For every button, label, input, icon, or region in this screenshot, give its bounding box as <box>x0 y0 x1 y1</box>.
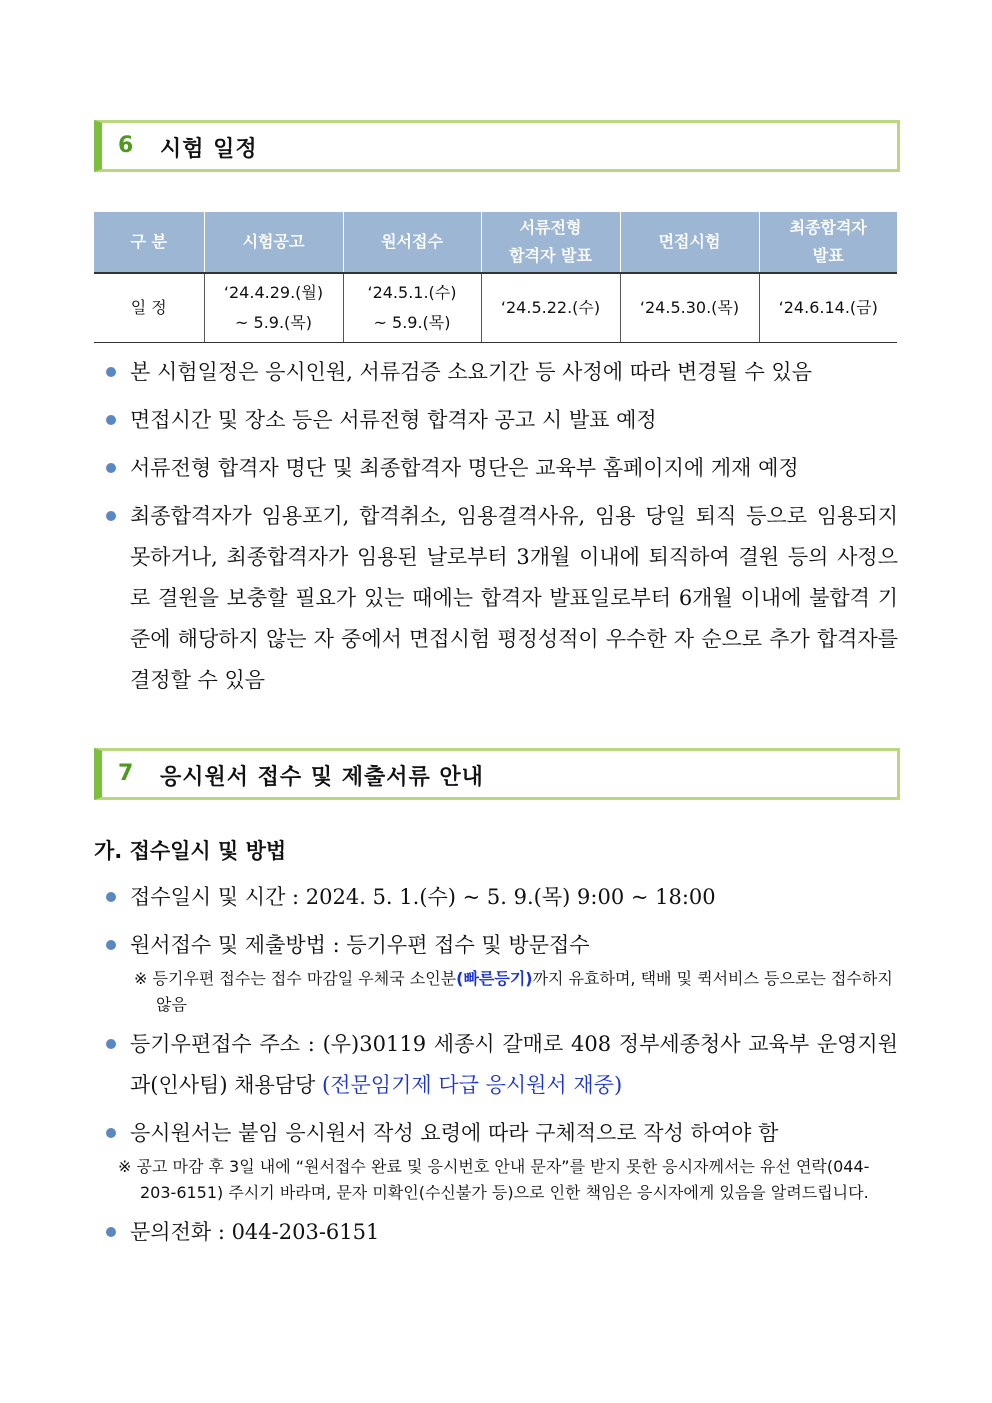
bullet-icon <box>106 415 116 425</box>
section-7-details <box>104 877 898 1260</box>
table-cell: ‘24.5.22.(수) <box>481 273 620 343</box>
section-number: 6 <box>118 133 134 158</box>
table-cell: ‘24.4.29.(월) ~ 5.9.(목) <box>204 273 343 343</box>
list-item-text: 등기우편접수 주소 : (우)30119 세종시 갈매로 408 정부세종청사 교육부 운영지원과(인사팀) 채용담당 <box>130 1032 898 1097</box>
subsection-title: 가. 접수일시 및 방법 <box>94 839 287 863</box>
header-cell: 시험공고 <box>204 212 343 273</box>
table-header-row <box>94 212 897 273</box>
section-6-notes <box>104 352 898 708</box>
header-cell: 구 분 <box>94 212 204 273</box>
header-cell: 면접시험 <box>620 212 759 273</box>
table-cell: ‘24.5.1.(수) ~ 5.9.(목) <box>343 273 481 343</box>
bullet-icon <box>106 511 116 521</box>
section-7-header <box>94 748 900 800</box>
bullet-icon <box>106 1128 116 1138</box>
bullet-icon <box>106 1039 116 1049</box>
note <box>108 966 898 1018</box>
list-item-text: 문의전화 : 044-203-6151 <box>130 1220 380 1244</box>
table-cell: 일 정 <box>94 273 204 343</box>
list-item-text: 면접시간 및 장소 등은 서류전형 합격자 공고 시 발표 예정 <box>130 408 657 432</box>
note <box>96 1154 898 1206</box>
note-text: ※ 공고 마감 후 3일 내에 “원서접수 완료 및 응시번호 안내 문자”를 받지 못한 응시자께서는 유선 연락(044-203-6151) 주시기 바라며, 문자 미확인(수신불가 등)으로 인한 책임은 응시자에게 있음을 알려드립니다. <box>118 1157 870 1202</box>
list-item-text: 서류전형 합격자 명단 및 최종합격자 명단은 교육부 홈페이지에 게재 예정 <box>130 456 799 480</box>
section-title: 응시원서 접수 및 제출서류 안내 <box>160 765 484 790</box>
list-item <box>104 1113 898 1154</box>
list-item-text: 접수일시 및 시간 : 2024. 5. 1.(수) ~ 5. 9.(목) 9:00 ~ 18:00 <box>130 885 716 909</box>
header-cell: 원서접수 <box>343 212 481 273</box>
note-emphasis: (빠른등기) <box>456 969 533 988</box>
address-emphasis: (전문임기제 다급 응시원서 재중) <box>322 1073 623 1097</box>
table-cell: ‘24.6.14.(금) <box>759 273 897 343</box>
note-text: 까지 유효하며, 택배 및 퀵서비스 등으로는 접수하지 않음 <box>156 969 893 1014</box>
bullet-icon <box>106 940 116 950</box>
bullet-icon <box>106 1227 116 1237</box>
list-item-text: 응시원서는 붙임 응시원서 작성 요령에 따라 구체적으로 작성 하여야 함 <box>130 1121 779 1145</box>
section-number: 7 <box>118 761 134 786</box>
note-text: ※ 등기우편 접수는 접수 마감일 우체국 소인분 <box>134 969 457 988</box>
list-item <box>104 352 898 393</box>
table-cell: ‘24.5.30.(목) <box>620 273 759 343</box>
list-item <box>104 1212 898 1253</box>
header-cell: 서류전형 합격자 발표 <box>481 212 620 273</box>
schedule-table <box>94 212 897 343</box>
list-item <box>104 496 898 701</box>
list-item-text: 본 시험일정은 응시인원, 서류검증 소요기간 등 사정에 따라 변경될 수 있음 <box>130 360 813 384</box>
bullet-icon <box>106 892 116 902</box>
list-item-text: 최종합격자가 임용포기, 합격취소, 임용결격사유, 임용 당일 퇴직 등으로 임용되지 못하거나, 최종합격자가 임용된 날로부터 3개월 이내에 퇴직하여 결원 등의 사정으로 결원을 보충할 필요가 있는 때에는 합격자 발표일로부터 6개월 이내에 불합격 기준에 해당하지 않는 자 중에서 면접시험 평정성적이 우수한 자 순으로 추가 합격자를 결정할 수 있음 <box>130 504 898 692</box>
list-item <box>104 877 898 918</box>
header-cell: 최종합격자 발표 <box>759 212 897 273</box>
list-item <box>104 925 898 966</box>
section-6-header <box>94 120 900 172</box>
list-item <box>104 448 898 489</box>
table-row <box>94 273 897 343</box>
list-item <box>104 1024 898 1106</box>
list-item-text: 원서접수 및 제출방법 : 등기우편 접수 및 방문접수 <box>130 933 590 957</box>
bullet-icon <box>106 367 116 377</box>
list-item <box>104 400 898 441</box>
bullet-icon <box>106 463 116 473</box>
section-title: 시험 일정 <box>160 137 258 162</box>
